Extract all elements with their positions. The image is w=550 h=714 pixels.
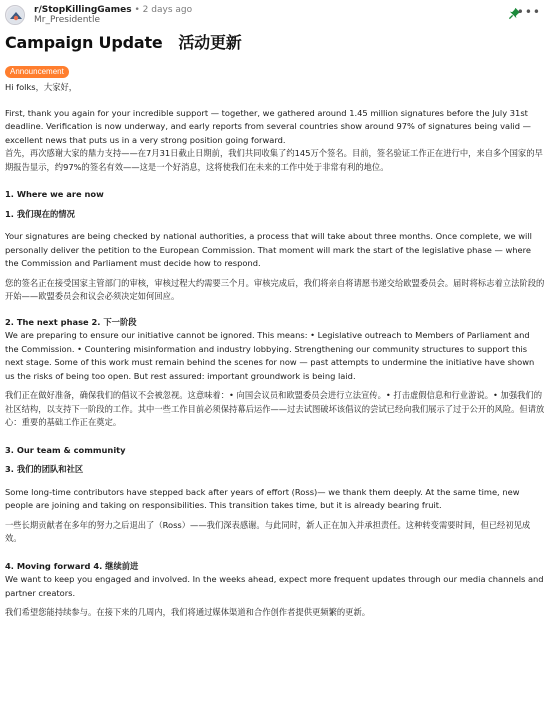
section-1-chinese: 您的签名正在接受国家主管部门的审核，审核过程大约需要三个月。审核完成后，我们将亲自将请愿书递交给欧盟委员会。届时将标志着立法阶段的开始——欧盟委员会和议会必须决定如何回应。: [5, 277, 545, 301]
author-link[interactable]: Mr_Presidentle: [34, 15, 100, 25]
subreddit-link[interactable]: r/StopKillingGames: [34, 5, 132, 15]
post-time: 2 days ago: [142, 5, 193, 15]
more-options-icon[interactable]: •••: [516, 5, 541, 19]
section-3-heading-zh: 3. 我们的团队和社区: [5, 464, 84, 474]
section-2-heading: 2. The next phase 2. 下一阶段: [5, 316, 137, 327]
section-3-heading-en: 3. Our team & community: [5, 444, 126, 455]
intro-chinese: 首先，再次感谢大家的鼎力支持——在7月31日截止日期前，我们共同收集了约145万个签名。目前，签名验证工作正在进行中，来自多个国家的早期报告显示，约97%的签名有效——这是一个好消息，这将使我们在未来的工作中处于非常有利的地位。: [5, 148, 543, 172]
section-3-chinese: 一些长期贡献者在多年的努力之后退出了（Ross）——我们深表感谢。与此同时，新人正在加入并承担责任。这种转变需要时间，但已经初见成效。: [5, 519, 531, 543]
intro-english: First, thank you again for your incredible support — together, we gathered around 1.45 million signatures before the July 31st deadline. Verification is now underway, and early reports from several countries show around 97% of signatures being valid — excellent news that puts us in a very strong position going forward.: [5, 107, 531, 145]
section-2-english: We are preparing to ensure our initiative cannot be ignored. This means: • Legislative outreach to Members of Parliament and the Commission. • Countering misinformation and industry lobbying. Strengthening our community structures to support this next stage. Some of this work must remain behind the scenes for now — past attempts to undermine the initiative have shown us the risks of being too open. But rest assured: important groundwork is being laid.: [5, 330, 535, 381]
post-meta: [34, 5, 192, 25]
subreddit-avatar-icon[interactable]: [5, 5, 25, 25]
greeting: Hi folks，大家好，: [5, 82, 78, 92]
post-flair[interactable]: Announcement: [5, 66, 69, 78]
section-3-english: Some long-time contributors have stepped back after years of effort (Ross)— we thank them deeply. At the same time, new people are joining and taking on responsibilities. This transition takes time, but it is already bearing fruit.: [5, 486, 520, 510]
post-title: Campaign Update 活动更新: [5, 33, 242, 52]
section-4-chinese: 我们希望您能持续参与。在接下来的几周内，我们将通过媒体渠道和合作创作者提供更频繁的更新。: [5, 607, 371, 617]
post-header: [5, 5, 545, 27]
section-1-english: Your signatures are being checked by national authorities, a process that will take about three months. Once complete, we will personally deliver the petition to the European Commission. That moment will mark the start of the legislative phase — where the Commission and Parliament must decide how to respond.: [5, 231, 532, 268]
section-4-heading: 4. Moving forward 4. 继续前进: [5, 560, 139, 571]
section-1-heading-en: 1. Where we are now: [5, 189, 104, 199]
post-body: [5, 81, 545, 620]
section-2-chinese: 我们正在做好准备，确保我们的倡议不会被忽视。这意味着：• 向国会议员和欧盟委员会进行立法宣传。• 打击虚假信息和行业游说。• 加强我们的社区结构，以支持下一阶段的工作。其中一些工作目前必须保持幕后运作——过去试图破坏该倡议的尝试已经向我们展示了过于公开的风险。但请放心：重要的基础工作正在奠定。: [5, 390, 545, 427]
meta-separator: •: [134, 5, 140, 15]
section-4-english: We want to keep you engaged and involved. In the weeks ahead, expect more frequent updates through our media channels and partner creators.: [5, 574, 544, 598]
section-1-heading-zh: 1. 我们现在的情况: [5, 208, 75, 219]
